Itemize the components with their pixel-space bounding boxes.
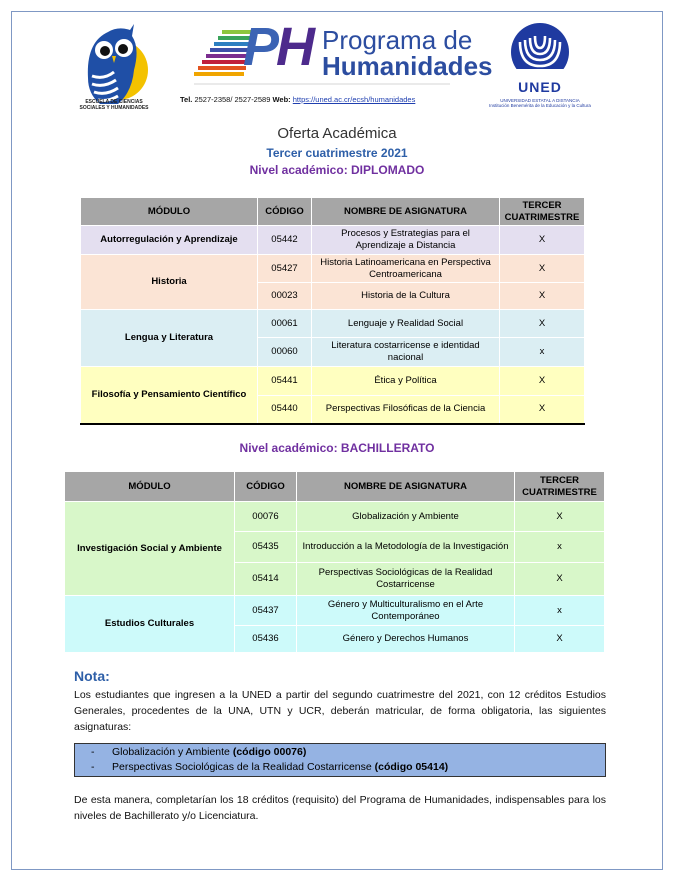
table-header-row: [65, 472, 605, 502]
module-cell: Estudios Culturales: [65, 596, 235, 653]
course-cell: Perspectivas Filosóficas de la Ciencia: [312, 396, 500, 424]
school-caption: ESCUELA DE CIENCIAS SOCIALES Y HUMANIDADES: [79, 99, 149, 111]
term-cell: X: [500, 396, 585, 424]
tel-label: Tel.: [180, 95, 193, 104]
term-cell: x: [500, 338, 585, 367]
header-code: CÓDIGO: [258, 198, 312, 226]
course-cell: Introducción a la Metodología de la Investigación: [297, 532, 515, 563]
term-cell: X: [515, 502, 605, 532]
required-course-item: [91, 760, 605, 775]
header-module: MÓDULO: [65, 472, 235, 502]
uned-subtitle: [484, 98, 596, 108]
table-row: [65, 502, 605, 532]
course-cell: Género y Derechos Humanos: [297, 626, 515, 653]
bullet-dash: -: [91, 746, 95, 758]
code-cell: 05414: [235, 563, 297, 596]
code-cell: 00060: [258, 338, 312, 367]
header-course: NOMBRE DE ASIGNATURA: [297, 472, 515, 502]
program-title-line1: Programa de: [322, 25, 473, 55]
term-cell: X: [500, 255, 585, 283]
term-cell: X: [500, 310, 585, 338]
note-paragraph-2: De esta manera, completarían los 18 créditos (requisito) del Programa de Humanidades, indispensables para los niveles de Bachillerato y/o Licenciatura.: [74, 794, 606, 822]
course-cell: Globalización y Ambiente: [297, 502, 515, 532]
module-cell: Filosofía y Pensamiento Científico: [81, 367, 258, 424]
uned-subtitle-line2: Institución Benemérita de la Educación y la Cultura: [489, 103, 591, 108]
required-course-name: Perspectivas Sociológicas de la Realidad Costarricense: [112, 761, 372, 773]
module-cell: Lengua y Literatura: [81, 310, 258, 367]
program-title-line2: Humanidades: [322, 51, 493, 81]
code-cell: 05440: [258, 396, 312, 424]
course-cell: Literatura costarricense e identidad nacional: [312, 338, 500, 367]
term-cell: X: [515, 563, 605, 596]
code-cell: 05442: [258, 226, 312, 255]
header-course: NOMBRE DE ASIGNATURA: [312, 198, 500, 226]
table-row: [81, 367, 585, 396]
code-cell: 00076: [235, 502, 297, 532]
course-cell: Género y Multiculturalismo en el Arte Contemporáneo: [297, 596, 515, 626]
period-title: Tercer cuatrimestre 2021: [266, 146, 408, 160]
required-course-code: (código 00076): [232, 746, 307, 758]
code-cell: 05437: [235, 596, 297, 626]
code-cell: 05427: [258, 255, 312, 283]
course-cell: Historia Latinoamericana en Perspectiva Centroamericana: [312, 255, 500, 283]
term-cell: X: [500, 226, 585, 255]
uned-globe-icon: [508, 22, 572, 84]
ph-letters: PH: [243, 17, 313, 77]
uned-subtitle-line1: UNIVERSIDAD ESTATAL A DISTANCIA: [500, 98, 580, 103]
term-cell: X: [500, 283, 585, 310]
website-link[interactable]: https://uned.ac.cr/ecsh/humanidades: [292, 95, 416, 104]
course-cell: Procesos y Estrategias para el Aprendizaje a Distancia: [312, 226, 500, 255]
table-row: [81, 226, 585, 255]
module-cell: Historia: [81, 255, 258, 310]
bachillerato-table: [64, 471, 605, 653]
page-title: Oferta Académica: [277, 125, 397, 142]
code-cell: 05435: [235, 532, 297, 563]
course-cell: Historia de la Cultura: [312, 283, 500, 310]
required-course-name: Globalización y Ambiente: [112, 746, 230, 758]
module-cell: Autorregulación y Aprendizaje: [81, 226, 258, 255]
header-term: TERCER CUATRIMESTRE: [515, 472, 605, 502]
note-paragraph-1: Los estudiantes que ingresen a la UNED a partir del segundo cuatrimestre del 2021, con 12 créditos Estudios Generales, procedentes de la UNA, UTN y UCR, deberán matricular, de forma obligatoria, las siguientes asignaturas:: [74, 689, 606, 733]
required-course-code: (código 05414): [374, 761, 449, 773]
course-cell: Lenguaje y Realidad Social: [312, 310, 500, 338]
course-cell: Perspectivas Sociológicas de la Realidad Costarricense: [297, 563, 515, 596]
table-row: [81, 310, 585, 338]
level-diplomado-title: Nivel académico: DIPLOMADO: [249, 163, 425, 177]
required-course-item: [91, 745, 605, 760]
table-row: [65, 596, 605, 626]
course-cell: Ética y Política: [312, 367, 500, 396]
term-cell: x: [515, 596, 605, 626]
code-cell: 05441: [258, 367, 312, 396]
table-row: [81, 255, 585, 283]
header-code: CÓDIGO: [235, 472, 297, 502]
header-term: TERCER CUATRIMESTRE: [500, 198, 585, 226]
diplomado-table: [80, 197, 585, 425]
term-cell: X: [515, 626, 605, 653]
header-module: MÓDULO: [81, 198, 258, 226]
table-header-row: [81, 198, 585, 226]
module-cell: Investigación Social y Ambiente: [65, 502, 235, 596]
contact-line: [180, 95, 415, 104]
term-cell: x: [515, 532, 605, 563]
code-cell: 00023: [258, 283, 312, 310]
tel-value: 2527-2358/ 2527-2589: [194, 95, 271, 104]
code-cell: 00061: [258, 310, 312, 338]
web-label: Web:: [272, 95, 291, 104]
term-cell: X: [500, 367, 585, 396]
code-cell: 05436: [235, 626, 297, 653]
uned-wordmark: UNED: [518, 79, 562, 95]
required-courses-box: [74, 743, 606, 777]
level-bachillerato-title: Nivel académico: BACHILLERATO: [239, 441, 435, 455]
note-title: Nota:: [74, 668, 110, 684]
bullet-dash: -: [91, 761, 95, 773]
